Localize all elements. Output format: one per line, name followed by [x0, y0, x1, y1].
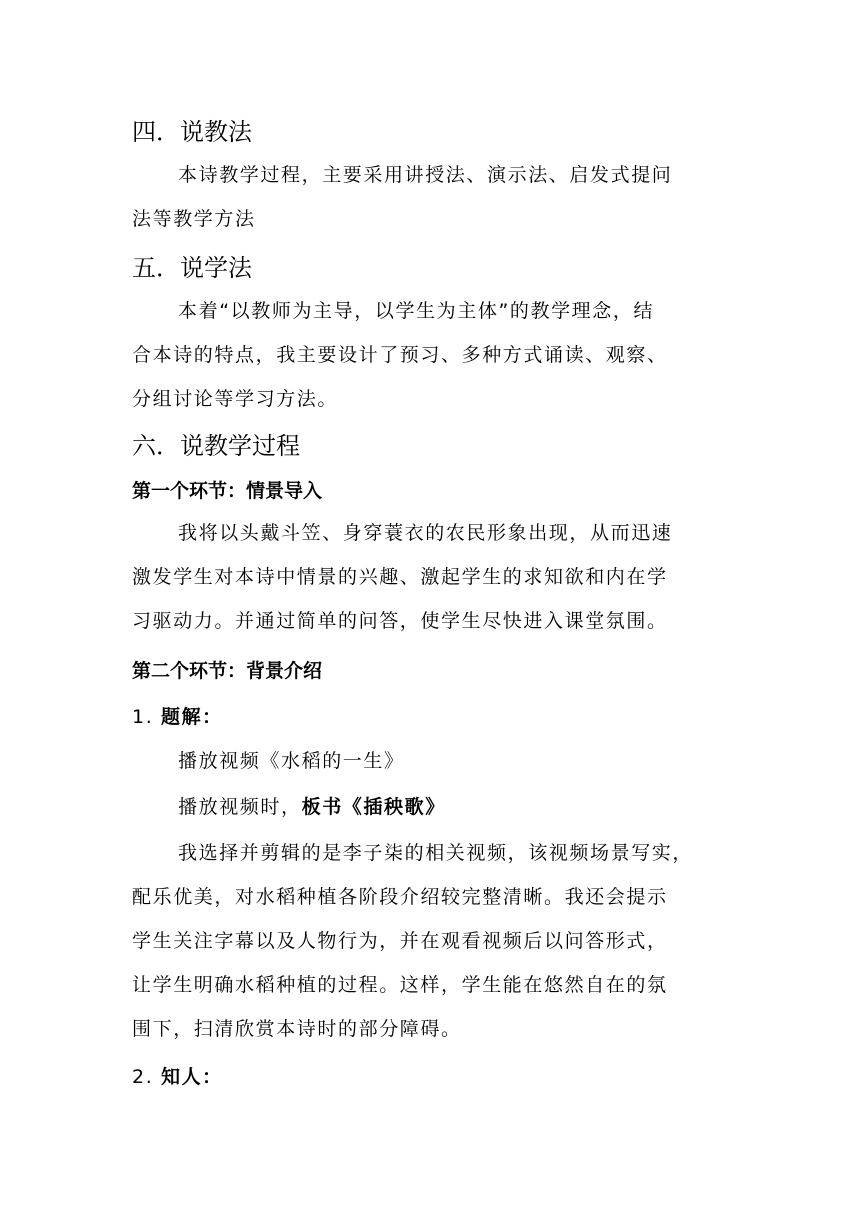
- step-2-title: 第二个环节：背景介绍: [132, 660, 323, 682]
- blackboard-title: 板书《插秧歌》: [301, 796, 446, 818]
- video-line-2-text: 播放视频时，: [178, 796, 302, 818]
- section-5-paragraph-line-3: 分组讨论等学习方法。: [132, 388, 339, 410]
- section-5-paragraph-line-2: 合本诗的特点，我主要设计了预习、多种方式诵读、观察、: [132, 344, 668, 366]
- section-5-paragraph-line-1: 本着“以教师为主导，以学生为主体”的教学理念，结: [178, 300, 655, 322]
- step-2-paragraph-line-4: 让学生明确水稻种植的过程。这样，学生能在悠然自在的氛: [132, 974, 668, 996]
- section-5-heading: 五．说学法: [132, 254, 252, 282]
- item-1-label: 题解：: [160, 706, 223, 728]
- step-1-line-3: 习驱动力。并通过简单的问答，使学生尽快进入课堂氛围。: [132, 610, 668, 632]
- video-line-1: 播放视频《水稻的一生》: [178, 750, 405, 772]
- section-4-heading: 四．说教法: [132, 118, 252, 146]
- step-1-line-2: 激发学生对本诗中情景的兴趣、激起学生的求知欲和内在学: [132, 566, 668, 588]
- item-1: [132, 702, 223, 729]
- section-6-heading: 六．说教学过程: [132, 432, 300, 460]
- section-4-paragraph-line-1: 本诗教学过程，主要采用讲授法、演示法、启发式提问: [178, 164, 673, 186]
- step-1-line-1: 我将以头戴斗笠、身穿蓑衣的农民形象出现，从而迅速: [178, 522, 673, 544]
- item-2: [132, 1062, 223, 1089]
- video-line-2: [178, 792, 446, 819]
- item-2-label: 知人：: [160, 1066, 223, 1088]
- section-4-paragraph-line-2: 法等教学方法: [132, 208, 256, 230]
- item-1-number: 1.: [132, 706, 154, 728]
- step-2-paragraph-line-5: 围下，扫清欣赏本诗时的部分障碍。: [132, 1018, 462, 1040]
- item-2-number: 2.: [132, 1066, 154, 1088]
- step-2-paragraph-line-2: 配乐优美，对水稻种植各阶段介绍较完整清晰。我还会提示: [132, 886, 668, 908]
- step-2-paragraph-line-3: 学生关注字幕以及人物行为，并在观看视频后以问答形式，: [132, 930, 668, 952]
- step-2-paragraph-line-1: 我选择并剪辑的是李子柒的相关视频，该视频场景写实，: [178, 842, 694, 864]
- step-1-title: 第一个环节：情景导入: [132, 480, 323, 502]
